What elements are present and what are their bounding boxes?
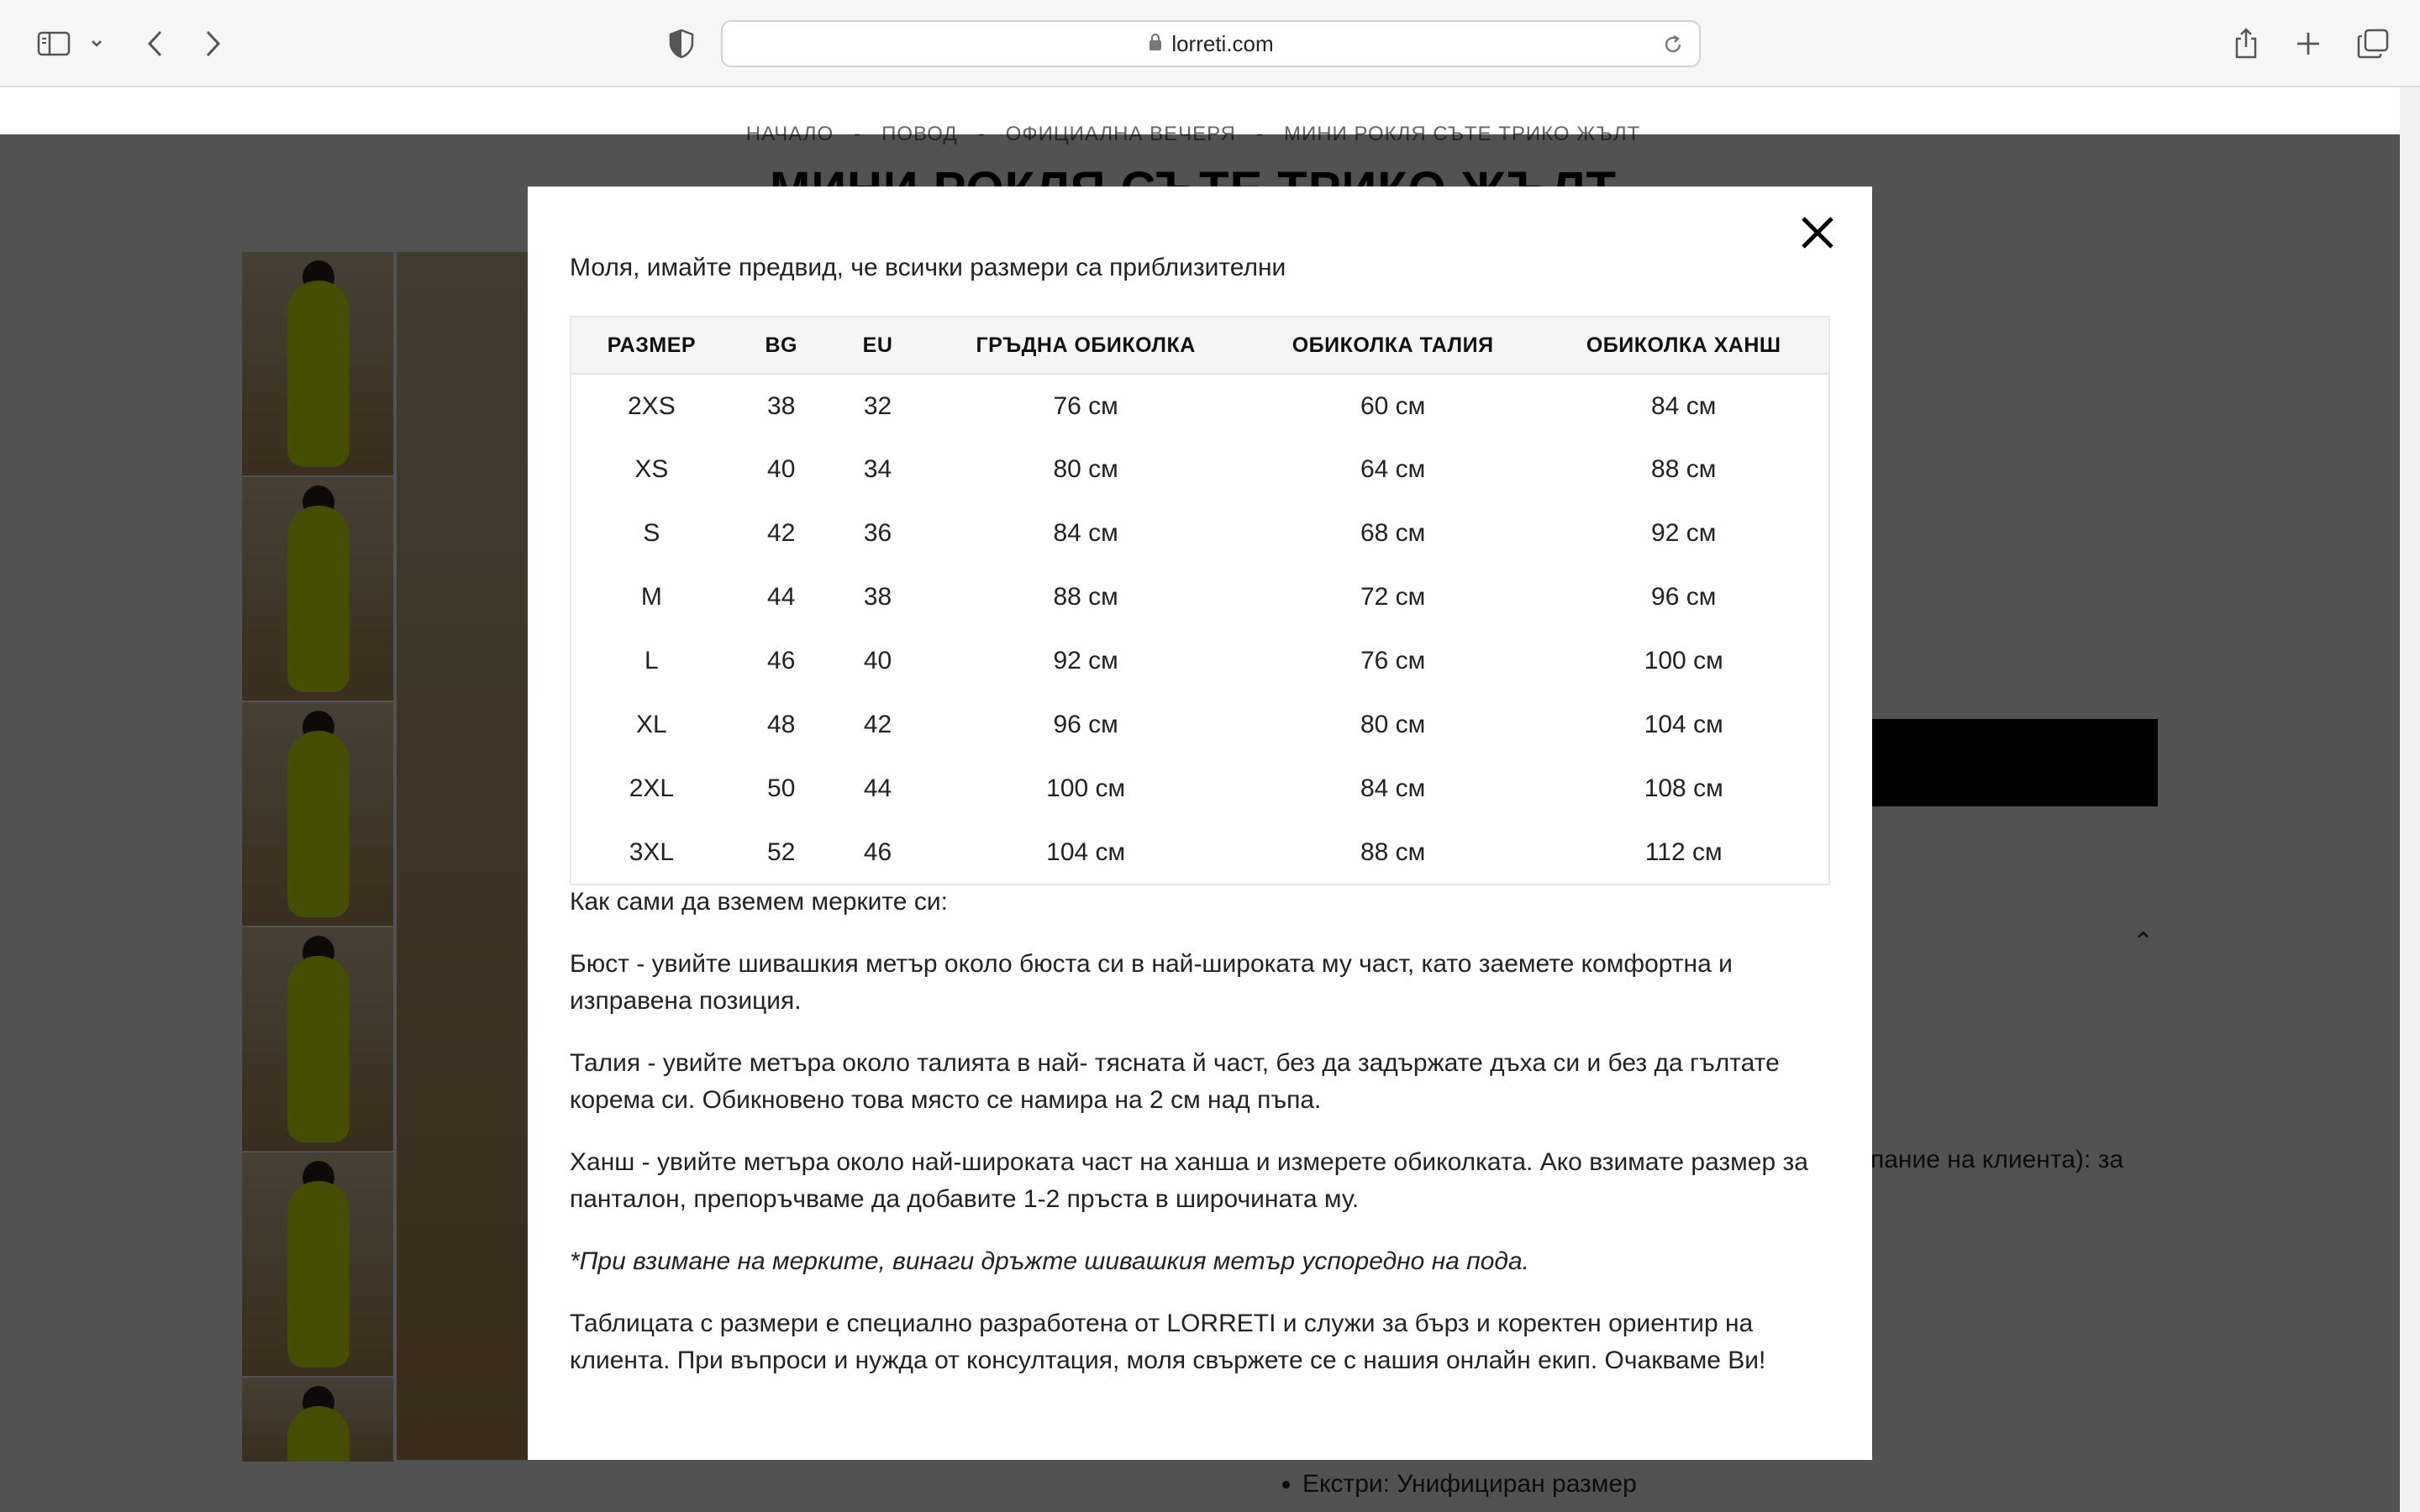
header-bust: ГРЪДНА ОБИКОЛКА bbox=[924, 317, 1246, 374]
cell-size: XL bbox=[636, 711, 667, 738]
cell-bg: 38 bbox=[767, 391, 796, 420]
address-bar[interactable] bbox=[721, 20, 1701, 67]
cell-eu: 44 bbox=[863, 774, 892, 802]
share-icon[interactable] bbox=[2225, 18, 2267, 69]
cell-bg: 48 bbox=[767, 711, 796, 738]
tabs-overview-icon[interactable] bbox=[2349, 18, 2396, 69]
howto-title: Как сами да вземем мерките си: bbox=[570, 888, 948, 916]
cell-size: 3XL bbox=[629, 837, 675, 866]
forward-arrow-icon[interactable] bbox=[192, 18, 234, 69]
cell-eu: 32 bbox=[863, 391, 892, 420]
table-row bbox=[571, 821, 1829, 885]
shield-icon[interactable] bbox=[660, 18, 702, 69]
cell-bust: 84 см bbox=[1053, 519, 1118, 547]
table-row bbox=[571, 501, 1829, 565]
cell-waist: 72 см bbox=[1360, 583, 1426, 611]
waist-instructions: Талия - увийте метъра около талията в най- тясната й част, без да задържате дъха си и без да гълтате корема си. Обикновено това място се намира на 2 см над пъпа. bbox=[570, 1049, 1780, 1114]
cell-bg: 40 bbox=[767, 455, 796, 483]
cell-size: 2XL bbox=[629, 774, 675, 802]
header-size: РАЗМЕР bbox=[571, 317, 732, 374]
hip-instructions: Ханш - увийте метъра около най-широката част на ханша и измерете обиколката. Ако взимате размер за панталон, препоръчваме да добавите 1-2 пръста в широчината му. bbox=[570, 1148, 1808, 1213]
table-row bbox=[571, 757, 1829, 821]
cell-waist: 60 см bbox=[1360, 391, 1426, 420]
header-waist: ОБИКОЛКА ТАЛИЯ bbox=[1247, 317, 1539, 374]
cell-hip: 112 см bbox=[1644, 837, 1723, 866]
size-table-body bbox=[571, 374, 1829, 885]
cell-eu: 36 bbox=[863, 519, 892, 547]
header-eu: EU bbox=[831, 317, 925, 374]
cell-bust: 100 см bbox=[1046, 774, 1126, 802]
table-row bbox=[571, 374, 1829, 438]
size-note: Моля, имайте предвид, че всички размери са приблизителни bbox=[570, 254, 1286, 281]
browser-toolbar bbox=[0, 0, 2420, 87]
chevron-down-icon[interactable] bbox=[82, 18, 111, 69]
cell-hip: 108 см bbox=[1644, 774, 1723, 802]
cell-bust: 92 см bbox=[1053, 647, 1118, 675]
back-arrow-icon[interactable] bbox=[134, 18, 176, 69]
cell-bust: 88 см bbox=[1053, 583, 1118, 611]
cell-bg: 44 bbox=[767, 583, 796, 611]
cell-size: S bbox=[643, 519, 660, 547]
cell-bust: 76 см bbox=[1053, 391, 1118, 420]
cell-bg: 46 bbox=[767, 647, 796, 675]
measuring-note: *При взимане на мерките, винаги дръжте шивашкия метър успоредно на пода. bbox=[570, 1247, 1530, 1275]
measuring-guide bbox=[570, 884, 1839, 1404]
cell-size: XS bbox=[634, 455, 669, 483]
cell-hip: 88 см bbox=[1651, 455, 1717, 483]
cell-waist: 64 см bbox=[1360, 455, 1426, 483]
cell-eu: 40 bbox=[863, 647, 892, 675]
cell-waist: 68 см bbox=[1360, 519, 1426, 547]
table-row bbox=[571, 629, 1829, 693]
cell-waist: 88 см bbox=[1360, 837, 1426, 866]
lock-icon bbox=[1148, 31, 1163, 57]
table-row bbox=[571, 693, 1829, 757]
cell-size: 2XS bbox=[628, 391, 676, 420]
table-row bbox=[571, 438, 1829, 501]
cell-waist: 80 см bbox=[1360, 711, 1426, 738]
cell-waist: 76 см bbox=[1360, 647, 1426, 675]
close-icon[interactable] bbox=[1797, 212, 1839, 254]
size-table bbox=[570, 316, 1830, 885]
url-text: lorreti.com bbox=[1171, 30, 1274, 56]
cell-hip: 96 см bbox=[1651, 583, 1717, 611]
plus-icon[interactable] bbox=[2287, 18, 2329, 69]
cell-size: L bbox=[644, 647, 659, 675]
cell-hip: 92 см bbox=[1651, 519, 1717, 547]
cell-hip: 100 см bbox=[1644, 647, 1723, 675]
size-chart-modal bbox=[528, 186, 1872, 1460]
page-scrollbar[interactable] bbox=[2400, 87, 2420, 1512]
table-header-row bbox=[571, 317, 1829, 374]
cell-bust: 96 см bbox=[1053, 711, 1118, 738]
cell-eu: 46 bbox=[863, 837, 892, 866]
reload-icon[interactable] bbox=[1659, 30, 1687, 59]
cell-bg: 42 bbox=[767, 519, 796, 547]
cell-bust: 80 см bbox=[1053, 455, 1118, 483]
cell-eu: 42 bbox=[863, 711, 892, 738]
header-hip: ОБИКОЛКА ХАНШ bbox=[1539, 317, 1829, 374]
cell-hip: 104 см bbox=[1644, 711, 1723, 738]
cell-eu: 34 bbox=[863, 455, 892, 483]
bust-instructions: Бюст - увийте шивашкия метър около бюста си в най-широката му част, като заемете комфортна и изправена позиция. bbox=[570, 950, 1733, 1015]
cell-size: M bbox=[640, 583, 662, 611]
closing-text: Таблицата с размери е специално разработена от LORRETI и служи за бърз и коректен ориентир на клиента. При въпроси и нужда от консултация, моля свържете се с нашия онлайн екип. Очакваме Ви! bbox=[570, 1310, 1766, 1374]
header-bg: BG bbox=[732, 317, 831, 374]
cell-waist: 84 см bbox=[1360, 774, 1426, 802]
table-row bbox=[571, 565, 1829, 629]
cell-hip: 84 см bbox=[1651, 391, 1717, 420]
cell-bg: 50 bbox=[767, 774, 796, 802]
cell-bust: 104 см bbox=[1046, 837, 1126, 866]
sidebar-icon[interactable] bbox=[29, 18, 79, 69]
cell-bg: 52 bbox=[767, 837, 796, 866]
cell-eu: 38 bbox=[863, 583, 892, 611]
